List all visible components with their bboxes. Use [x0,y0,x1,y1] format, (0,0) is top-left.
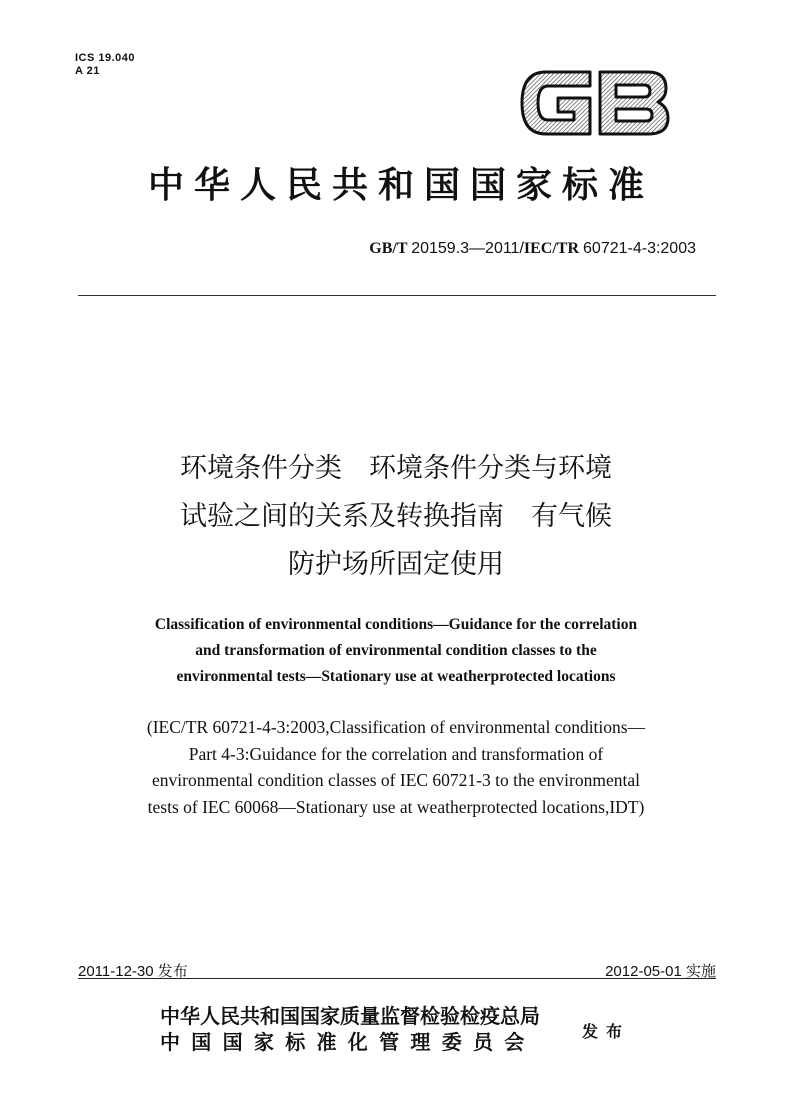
chinese-title [60,445,732,589]
header-divider [78,295,716,296]
chinese-title-line: 环境条件分类 环境条件分类与环境 [180,453,612,484]
adoption-note [60,714,732,820]
standard-code [369,240,696,258]
implementation-date: 2012-05-01 实施 [605,963,716,980]
iec-prefix: IEC/TR [523,240,580,257]
english-title-line: and transformation of environmental condition classes to the [195,642,597,659]
chinese-title-line: 试验之间的关系及转换指南 有气候 [180,501,612,532]
iec-number: 60721-4-3:2003 [583,240,696,257]
issue-date: 2011-12-30 发布 [78,963,188,980]
english-title-line: Classification of environmental conditions—Guidance for the correlation [154,616,638,633]
national-standard-title: 中华人民共和国国家标准 [147,164,654,206]
chinese-title-line: 防护场所固定使用 [288,549,504,580]
gb-logo [516,64,672,142]
standard-prefix: GB/T [369,240,408,257]
issuer-sac: 中国国家标准化管理委员会 [160,1030,536,1054]
english-title-line: environmental tests—Stationary use at weatherprotected locations [176,668,616,685]
english-title [60,612,732,690]
ics-code: ICS 19.040 [75,52,136,64]
publish-label: 发布 [582,1022,631,1041]
ics-block [75,52,135,78]
adoption-note-line: Part 4-3:Guidance for the correlation and transformation of [188,743,604,764]
adoption-note-line: tests of IEC 60068—Stationary use at weatherprotected locations,IDT) [147,796,645,817]
issuer-aqsiq: 中华人民共和国国家质量监督检验检疫总局 [160,1004,540,1028]
adoption-note-line: environmental condition classes of IEC 60721-3 to the environmental [152,770,640,790]
issuing-authorities [160,1003,540,1055]
ccs-code: A 21 [75,65,100,77]
footer-divider [78,978,716,979]
adoption-note-line: (IEC/TR 60721-4-3:2003,Classification of environmental conditions— [146,717,646,737]
standard-number: 20159.3—2011/ [411,240,524,257]
